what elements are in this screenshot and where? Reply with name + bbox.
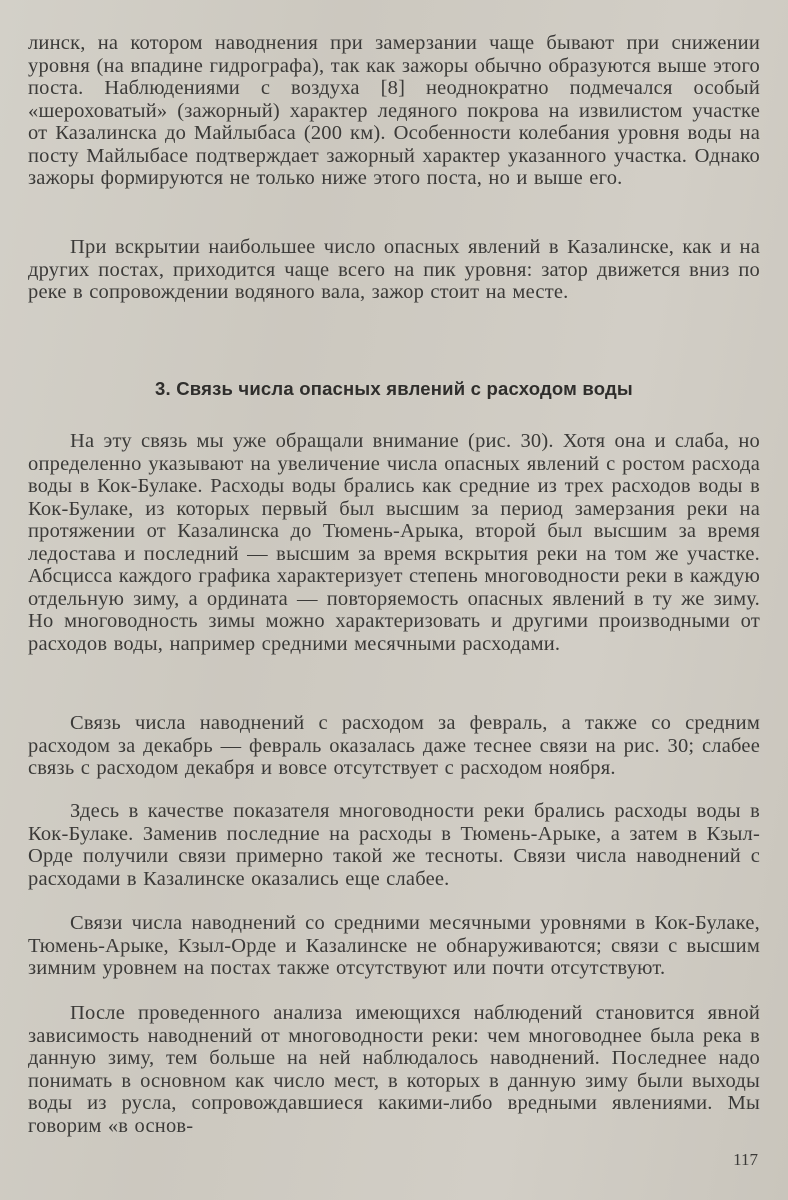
paragraph: При вскрытии наибольшее число опасных явлений в Казалинске, как и на других постах, приходится чаще всего на пик уровня: затор движется вниз по реке в сопровождении водяного вала, зажор стоит на месте. [28, 236, 760, 303]
section-heading: 3. Связь числа опасных явлений с расходом воды [155, 378, 633, 399]
paragraph: После проведенного анализа имеющихся наблюдений становится явной зависимость наводнений от многоводности реки: чем многоводнее была река в данную зиму, тем больше на ней наблюдалось наводнений. Последнее надо понимать в основном как число мест, в которых в данную зиму были выходы воды из русла, сопровождавшиеся какими-либо вредными явлениями. Мы говорим «в основ- [28, 1002, 760, 1137]
page-number: 117 [733, 1150, 758, 1169]
paragraph: На эту связь мы уже обращали внимание (рис. 30). Хотя она и слаба, но определенно указывают на увеличение числа опасных явлений с ростом расхода воды в Кок-Булаке. Расходы воды брались как средние из трех расходов воды в Кок-Булаке, из которых первый был высшим за период замерзания реки на протяжении от Казалинска до Тюмень-Арыка, второй был высшим за время ледостава и последний — высшим за время вскрытия реки на том же участке. Абсцисса каждого графика характеризует степень многоводности реки в каждую отдельную зиму, а ордината — повторяемость опасных явлений в ту же зиму. Но многоводность зимы можно характеризовать и другими производными от расходов воды, например средними месячными расходами. [28, 430, 760, 655]
paragraph: Связь числа наводнений с расходом за февраль, а также со средним расходом за декабрь — февраль оказалась даже теснее связи на рис. 30; слабее связь с расходом декабря и вовсе отсутствует с расходом ноября. [28, 712, 760, 779]
paragraph-continued: линск, на котором наводнения при замерзании чаще бывают при снижении уровня (на впадине гидрографа), так как зажоры обычно образуются выше этого поста. Наблюдениями с воздуха [8] неоднократно подмечался особый «шероховатый» (зажорный) характер ледяного покрова на извилистом участке от Казалинска до Майлыбаса (200 км). Особенности колебания уровня воды на посту Майлыбасе подтверждает зажорный характер указанного участка. Однако зажоры формируются не только ниже этого поста, но и выше его. [28, 32, 760, 189]
paragraph: Здесь в качестве показателя многоводности реки брались расходы воды в Кок-Булаке. Заменив последние на расходы в Тюмень-Арыке, а затем в Кзыл-Орде получили связи примерно такой же тесноты. Связи числа наводнений с расходами в Казалинске оказались еще слабее. [28, 800, 760, 890]
paragraph: Связи числа наводнений со средними месячными уровнями в Кок-Булаке, Тюмень-Арыке, Кзыл-Орде и Казалинске не обнаруживаются; связи с высшим зимним уровнем на постах также отсутствуют или почти отсутствуют. [28, 912, 760, 979]
